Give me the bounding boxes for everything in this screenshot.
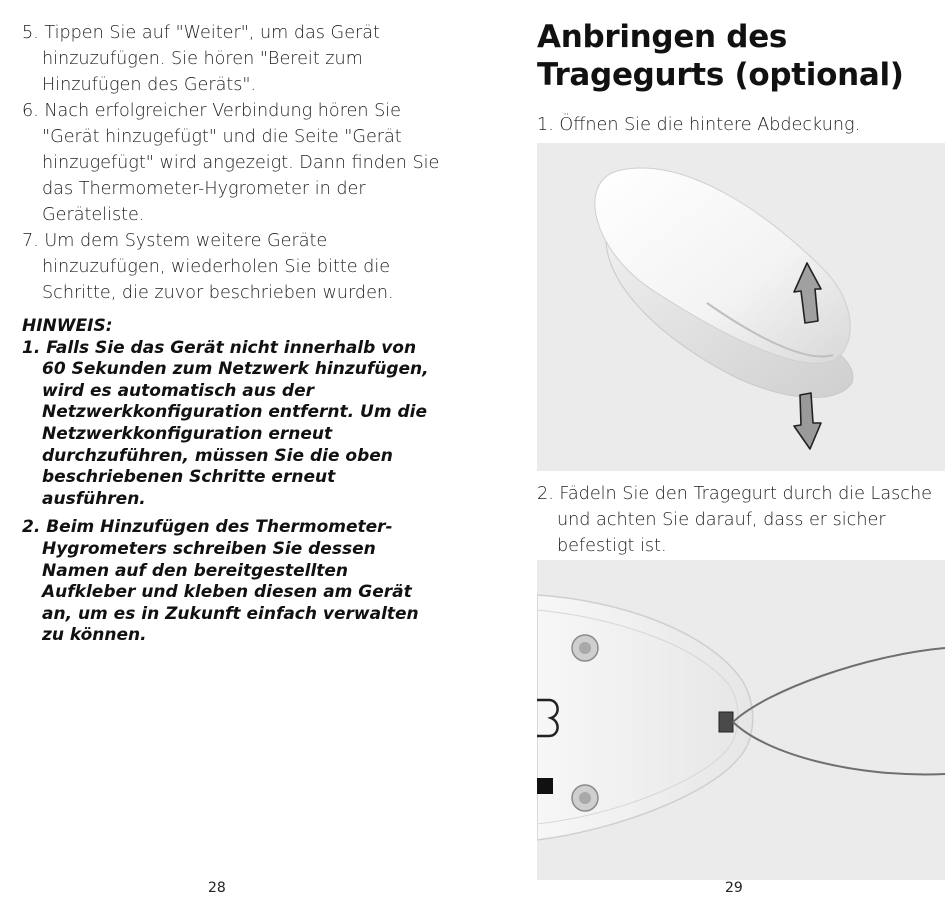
section-title: Anbringen des Tragegurts (optional) bbox=[537, 19, 904, 93]
right-page bbox=[475, 0, 950, 901]
note-item-1: 1. Falls Sie das Gerät nicht innerhalb von 60 Sekunden zum Netzwerk hinzufügen, wird es automatisch aus der Netzwerkkonfiguration entfernt. Um die Netzwerkkonfiguration erneut durchzuführen, müssen Sie die oben beschriebenen Schritte erneut ausführen. bbox=[22, 337, 429, 509]
screw-top bbox=[572, 635, 598, 661]
screw-bottom bbox=[572, 785, 598, 811]
page-number-right: 29 bbox=[725, 880, 743, 896]
note-item-2: 2. Beim Hinzufügen des Thermometer-Hygrometers schreiben Sie dessen Namen auf den bereitgestellten Aufkleber und kleben diesen am Gerät an, um es in Zukunft einfach verwalten zu können. bbox=[22, 517, 419, 646]
step-6: 6. Nach erfolgreicher Verbindung hören Sie "Gerät hinzugefügt" und die Seite "Gerät hinzugefügt" wird angezeigt. Dann finden Sie das Thermometer-Hygrometer in der Geräteliste. bbox=[22, 101, 440, 225]
step-2-text: 2. Fädeln Sie den Tragegurt durch die Lasche und achten Sie darauf, dass er sicher befestigt ist. bbox=[537, 484, 932, 556]
step-5: 5. Tippen Sie auf "Weiter", um das Gerät hinzuzufügen. Sie hören "Bereit zum Hinzufügen des Geräts". bbox=[22, 23, 380, 95]
step-1-text: 1. Öffnen Sie die hintere Abdeckung. bbox=[537, 115, 861, 135]
arrow-down-icon bbox=[794, 393, 821, 449]
page-number-left: 28 bbox=[208, 880, 226, 896]
steps-list bbox=[22, 20, 442, 306]
note-title: HINWEIS: bbox=[22, 316, 113, 336]
step-7: 7. Um dem System weitere Geräte hinzuzufügen, wiederholen Sie bitte die Schritte, die zuvor beschrieben wurden. bbox=[22, 231, 394, 303]
open-cover-illustration bbox=[537, 143, 945, 471]
strap-illustration bbox=[537, 560, 945, 880]
note-block bbox=[22, 316, 442, 647]
